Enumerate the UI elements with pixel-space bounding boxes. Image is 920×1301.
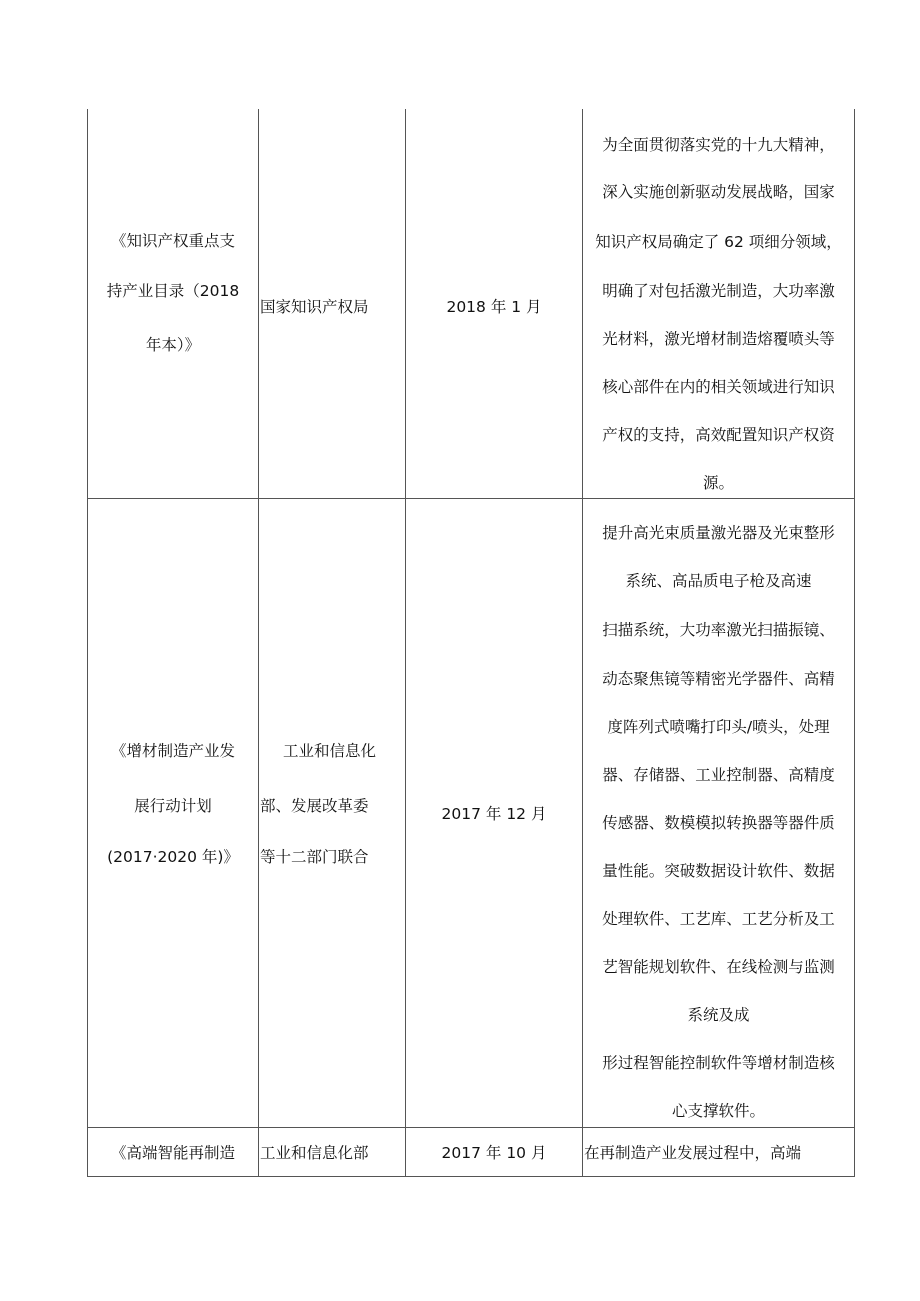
policy-title-line: 《高端智能再制造 (110, 1144, 235, 1162)
content-line: 源。 (702, 474, 734, 492)
issue-date: 2018 年 1 月 (446, 298, 542, 316)
content-line: 度阵列式喷嘴打印头/喷头，处理 (607, 718, 830, 736)
content-line: 传感器、数模模拟转换器等器件质 (602, 814, 835, 832)
table-border-bottom (87, 1176, 855, 1177)
policy-title-line: 展行动计划 (134, 797, 212, 815)
issue-date: 2017 年 10 月 (441, 1144, 547, 1162)
policy-title-line: 年本）》 (145, 336, 201, 354)
content-line: 心支撑软件。 (671, 1102, 765, 1120)
table-border-left (87, 109, 88, 1177)
issuer-line: 工业和信息化部 (260, 1144, 369, 1162)
content-line: 处理软件、工艺库、工艺分析及工 (602, 910, 835, 928)
policy-title-line: 持产业目录（2018 (106, 282, 240, 300)
issuer-line: 等十二部门联合 (260, 848, 369, 866)
content-line: 深入实施创新驱动发展战略，国家 (602, 183, 835, 201)
content-line: 为全面贯彻落实党的十九大精神， (602, 136, 835, 154)
content-line: 动态聚焦镜等精密光学器件、高精 (602, 670, 835, 688)
content-line: 器、存储器、工业控制器、高精度 (602, 766, 835, 784)
column-divider-2 (405, 109, 406, 1177)
issuer-line: 部、发展改革委 (260, 797, 369, 815)
issue-date: 2017 年 12 月 (441, 805, 547, 823)
content-line: 形过程智能控制软件等增材制造核 (602, 1054, 835, 1072)
content-line: 系统、高品质电子枪及高速 (625, 572, 812, 590)
row-divider-2 (87, 1127, 855, 1128)
content-line: 提升高光束质量激光器及光束整形 (602, 524, 835, 542)
content-line: 在再制造产业发展过程中，高端 (584, 1144, 802, 1162)
content-line: 系统及成 (687, 1006, 750, 1024)
policy-title-line: 《增材制造产业发 (110, 742, 235, 760)
content-line: 知识产权局确定了 62 项细分领域， (595, 233, 842, 251)
column-divider-1 (258, 109, 259, 1177)
row-divider-1 (87, 498, 855, 499)
table-border-right (854, 109, 855, 1177)
content-line: 扫描系统，大功率激光扫描振镜、 (602, 621, 835, 639)
issuer-line: 国家知识产权局 (260, 298, 369, 316)
policy-title-line: 《知识产权重点支 (110, 232, 235, 250)
content-line: 核心部件在内的相关领域进行知识 (602, 378, 835, 396)
content-line: 艺智能规划软件、在线检测与监测 (602, 958, 835, 976)
policy-title-line: (2017·2020 年)》 (107, 848, 239, 866)
issuer-line: 工业和信息化 (283, 742, 377, 760)
content-line: 明确了对包括激光制造，大功率激 (602, 282, 835, 300)
content-line: 光材料，激光增材制造熔覆喷头等 (602, 330, 835, 348)
content-line: 量性能。突破数据设计软件、数据 (602, 862, 835, 880)
content-line: 产权的支持，高效配置知识产权资 (602, 426, 835, 444)
